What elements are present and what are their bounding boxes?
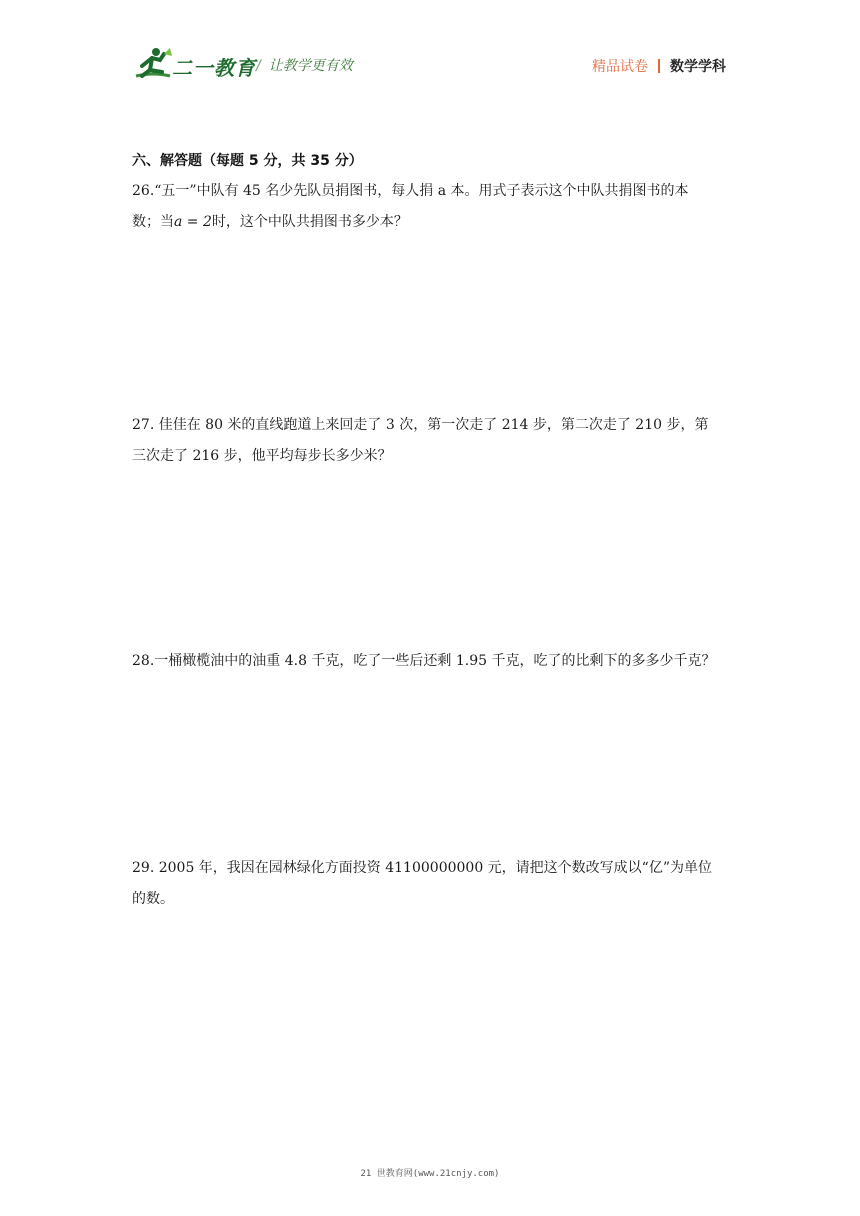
premium-label: 精品试卷	[592, 59, 648, 75]
question-text: 一桶橄榄油中的油重 4.8 千克，吃了一些后还剩 1.95 千克，吃了的比剩下的多多少千克？	[154, 653, 716, 669]
brand-name: 二一教育	[172, 56, 256, 80]
question-number: 29.	[132, 860, 155, 876]
math-expression: a = 2	[174, 214, 212, 230]
question-text: “五一”中队有 45 名少先队员捐图书，每人捐 a 本。用式子表示这个中队共捐图书的本	[154, 183, 689, 199]
question-text: 时，这个中队共捐图书多少本？	[211, 214, 408, 230]
slogan-separator: /	[256, 58, 261, 74]
question-28	[132, 646, 732, 677]
question-text: 数；当	[132, 214, 174, 230]
slogan-text: 让教学更有效	[268, 58, 353, 74]
question-27	[132, 410, 732, 472]
question-26-line-1	[132, 176, 732, 207]
subject-label: 数学学科	[670, 59, 726, 75]
question-27-line-2: 三次走了 216 步，他平均每步长多少米？	[132, 448, 392, 464]
page-header	[0, 0, 860, 120]
brand-slogan	[256, 55, 353, 75]
question-26-line-2	[132, 207, 732, 238]
section-title: 六、解答题（每题 5 分，共 35 分）	[132, 153, 363, 169]
badge-divider	[658, 59, 660, 73]
question-29-line-1	[132, 853, 732, 884]
page-footer: 21 世教育网(www.21cnjy.com)	[360, 1169, 500, 1179]
question-number: 26.	[132, 183, 155, 199]
question-27-line-1	[132, 410, 732, 441]
question-29-line-2: 的数。	[132, 891, 174, 907]
question-29	[132, 853, 732, 915]
question-28-line-1	[132, 646, 732, 677]
question-number: 28.	[132, 653, 155, 669]
question-text: 佳佳在 80 米的直线跑道上来回走了 3 次，第一次走了 214 步，第二次走了 210 步，第	[158, 417, 709, 433]
question-26	[132, 176, 732, 238]
question-number: 27.	[132, 417, 155, 433]
header-badge	[592, 56, 726, 76]
question-text: 2005 年，我因在园林绿化方面投资 41100000000 元，请把这个数改写成以“亿”为单位	[158, 860, 712, 876]
